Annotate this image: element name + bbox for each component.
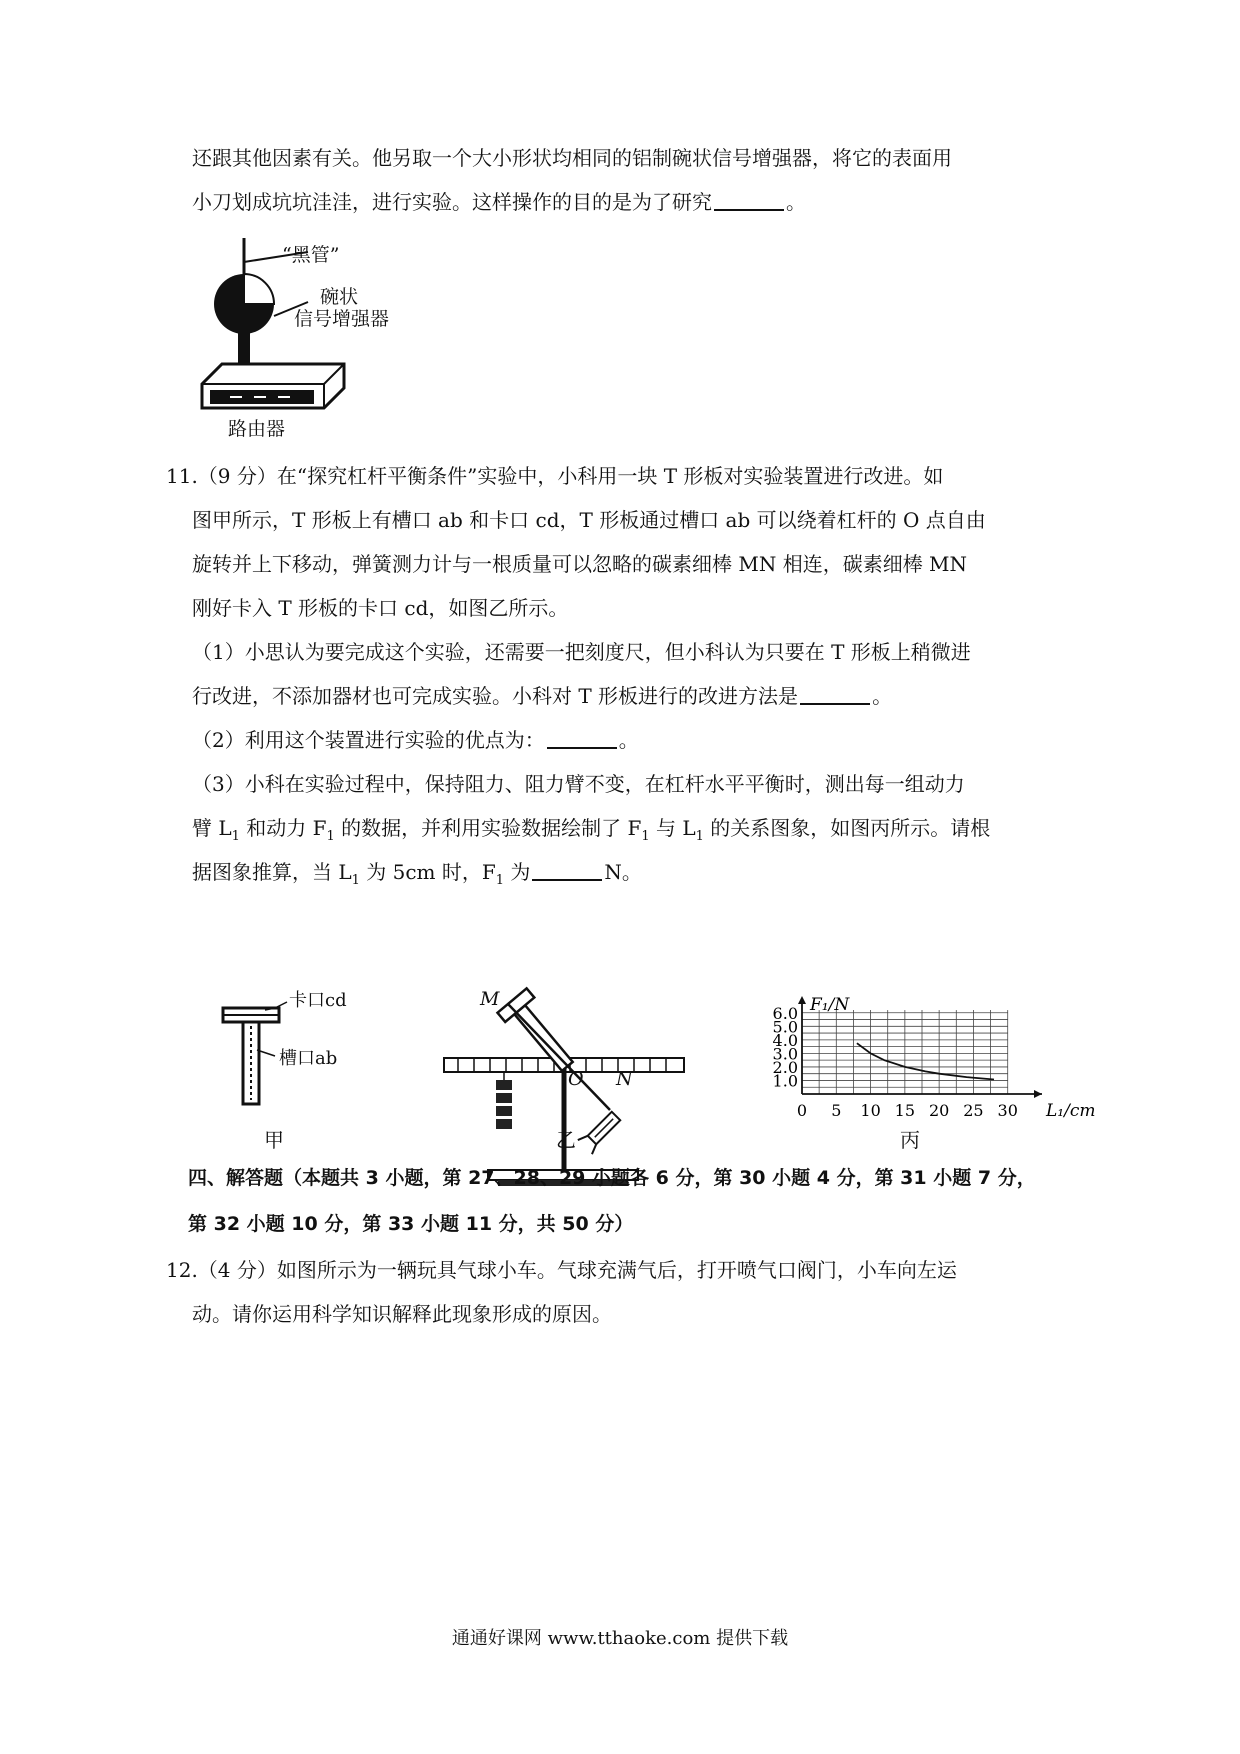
x-axis-arrow (1034, 1090, 1042, 1098)
q11-p3-l2-a: 臂 L (192, 816, 232, 840)
sub-1: 1 (231, 829, 240, 844)
label-caokou: 槽口ab (279, 1048, 338, 1069)
sub-1: 1 (495, 873, 505, 888)
q11-p3-l3-d: N。 (604, 860, 642, 884)
x-tick-label: 30 (997, 1101, 1018, 1120)
sub-1: 1 (641, 829, 650, 844)
section-4-line-2: 第 32 小题 10 分，第 33 小题 11 分，共 50 分） (188, 1213, 634, 1235)
q11-p3-l2-b: 和动力 F (239, 816, 327, 840)
figure-bing (760, 995, 1096, 1126)
caption-yi: 乙 (556, 1128, 576, 1152)
label-bowl-1: 碗状 (320, 286, 359, 308)
q11-p1-line-1: （1）小思认为要完成这个实验，还需要一把刻度尺，但小科认为只要在 T 形板上稍微进 (192, 640, 971, 664)
q11-p2-line (192, 726, 639, 754)
router-drawing (190, 238, 410, 443)
q11-p3-line-1: （3）小科在实验过程中，保持阻力、阻力臂不变，在杠杆水平平衡时，测出每一组动力 (192, 772, 965, 796)
q11-line-3: 旋转并上下移动，弹簧测力计与一根质量可以忽略的碳素细棒 MN 相连，碳素细棒 MN (192, 552, 968, 576)
q12-line-1: 12.（4 分）如图所示为一辆玩具气球小车。气球充满气后，打开喷气口阀门，小车向左运 (166, 1258, 957, 1282)
x-tick-label: 25 (963, 1101, 984, 1120)
router-figure (190, 238, 410, 443)
x-tick-label: 0 (796, 1101, 808, 1120)
label-bowl-2: 信号增强器 (294, 308, 390, 330)
y-tick-label: 4.0 (772, 1030, 798, 1050)
y-tick-label: 6.0 (772, 1003, 798, 1023)
f1-l1-chart (760, 995, 1096, 1126)
footer-source: 通通好课网 www.tthaoke.com 提供下载 (451, 1628, 789, 1649)
q11-p1-end: 。 (872, 684, 893, 708)
q11-p3-line-3 (192, 858, 642, 895)
q11-p3-l3-a: 据图象推算，当 L (192, 860, 352, 884)
sub-1: 1 (695, 829, 704, 844)
q11-p3-l3-b: 为 5cm 时，F (359, 860, 496, 884)
section-4-line-1: 四、解答题（本题共 3 小题，第 27、28、29 小题各 6 分，第 30 小题 4 分，第 31 小题 7 分， (188, 1167, 1036, 1189)
x-tick-label: 10 (860, 1101, 881, 1120)
y-tick-label: 1.0 (772, 1071, 798, 1091)
y-tick-label: 5.0 (772, 1017, 798, 1037)
q12-line-2: 动。请你运用科学知识解释此现象形成的原因。 (192, 1302, 612, 1326)
q11-p1-text: 行改进，不添加器材也可完成实验。小科对 T 形板进行的改进方法是 (192, 684, 799, 708)
sub-1: 1 (326, 829, 335, 844)
x-tick-label: 20 (928, 1101, 950, 1120)
y-axis-label: F₁/N (810, 995, 850, 1015)
q11-p2-blank (547, 729, 617, 749)
q11-line-4: 刚好卡入 T 形板的卡口 cd，如图乙所示。 (192, 596, 569, 620)
q10-line-2-end: 。 (786, 190, 806, 214)
y-axis-arrow (798, 996, 806, 1004)
q11-p1-line-2 (192, 682, 892, 710)
label-O: O (568, 1068, 584, 1090)
q10-line-1: 还跟其他因素有关。他另取一个大小形状均相同的铝制碗状信号增强器，将它的表面用 (192, 146, 952, 170)
q11-p3-l2-e: 的关系图象，如图丙所示。请根 (703, 816, 991, 840)
q11-p2-text: （2）利用这个装置进行实验的优点为： (192, 728, 545, 752)
label-M: M (480, 988, 500, 1010)
label-black-tube: “黑管” (282, 244, 340, 266)
q10-answer-blank (714, 191, 784, 211)
q11-p3-l3-c: 为 (504, 860, 531, 884)
q11-p3-line-2 (192, 814, 990, 851)
caption-jia: 甲 (264, 1128, 284, 1152)
x-axis-label: L₁/cm (1046, 1101, 1096, 1121)
x-tick-label: 15 (894, 1101, 916, 1120)
q11-line-2: 图甲所示，T 形板上有槽口 ab 和卡口 cd，T 形板通过槽口 ab 可以绕着杠杆的 O 点自由 (192, 508, 986, 532)
sub-1: 1 (351, 873, 360, 888)
label-N: N (616, 1068, 633, 1090)
q11-p3-blank (532, 861, 602, 881)
q11-p2-end: 。 (618, 728, 639, 752)
y-tick-label: 2.0 (772, 1057, 798, 1077)
y-tick-label: 3.0 (772, 1044, 798, 1064)
q11-p3-l2-c: 的数据，并利用实验数据绘制了 F (334, 816, 642, 840)
label-kakou: 卡口cd (289, 990, 347, 1011)
q10-line-2 (192, 188, 806, 216)
x-tick-label: 5 (831, 1101, 842, 1120)
q11-line-1: 11.（9 分）在“探究杠杆平衡条件”实验中，小科用一块 T 形板对实验装置进行改进。如 (166, 464, 944, 488)
q11-p3-l2-d: 与 L (649, 816, 696, 840)
figure-jia (215, 990, 347, 1120)
q10-line-2-text: 小刀划成坑坑洼洼，进行实验。这样操作的目的是为了研究 (192, 190, 712, 214)
q11-p1-blank (800, 685, 870, 705)
label-router: 路由器 (228, 418, 286, 440)
caption-bing: 丙 (900, 1128, 920, 1152)
